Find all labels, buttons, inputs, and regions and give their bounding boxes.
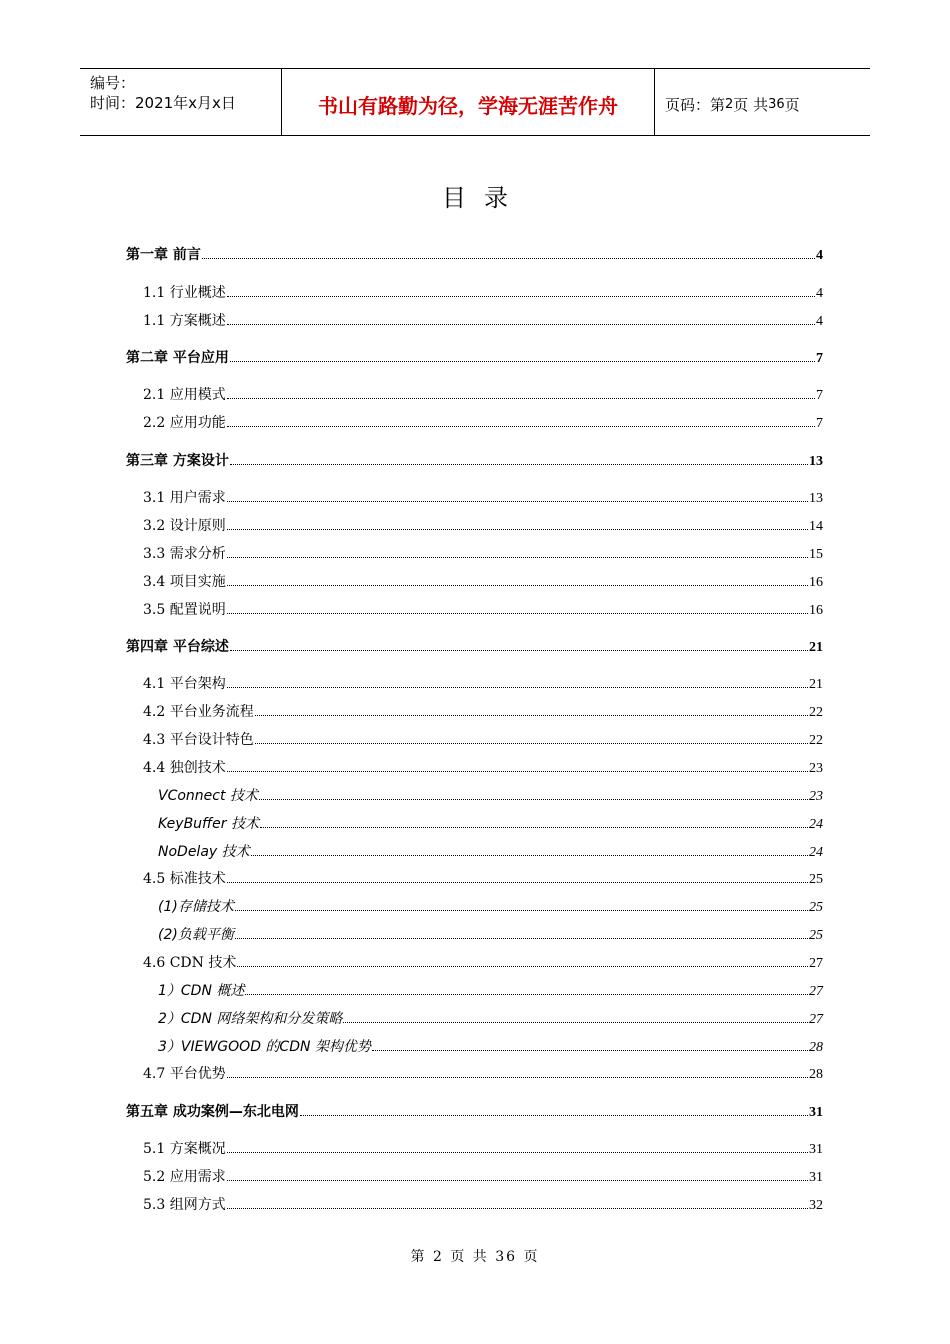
toc-leader-dots — [227, 543, 808, 558]
toc-entry-page: 28 — [809, 1040, 823, 1055]
toc-entry-page: 22 — [809, 733, 823, 748]
toc-leader-dots — [227, 487, 808, 502]
toc-entry-label: 第二章 平台应用 — [126, 350, 229, 366]
toc-entry-label: (1)存储技术 — [158, 899, 234, 915]
toc-entry-sec[interactable] — [143, 701, 823, 721]
toc-leader-dots — [372, 1036, 808, 1051]
toc-leader-dots — [227, 515, 808, 530]
toc-leader-dots — [227, 282, 815, 297]
toc-entry-page: 4 — [816, 248, 823, 263]
toc-leader-dots — [227, 1138, 808, 1153]
toc-entry-label: 第五章 成功案例—东北电网 — [126, 1104, 299, 1120]
toc-entry-label: 4.4 独创技术 — [143, 760, 226, 776]
toc-entry-sec[interactable] — [143, 757, 823, 777]
footer-current: 2 — [432, 1249, 444, 1265]
toc-leader-dots — [237, 952, 808, 967]
toc-leader-dots — [343, 1008, 808, 1023]
page-footer — [0, 1246, 950, 1266]
toc-entry-sub[interactable] — [158, 980, 823, 1000]
toc-entry-ch[interactable] — [126, 347, 823, 367]
toc-entry-page: 31 — [809, 1105, 823, 1120]
toc-leader-dots — [260, 813, 808, 828]
document-date: 时间：2021年x月x日 — [90, 94, 236, 112]
toc-leader-dots — [227, 1063, 808, 1078]
toc-leader-dots — [230, 450, 808, 465]
toc-leader-dots — [227, 1166, 808, 1181]
toc-entry-sec[interactable] — [143, 412, 823, 432]
toc-leader-dots — [227, 599, 808, 614]
header-page-total: 36 — [768, 96, 785, 112]
toc-entry-label: 3.2 设计原则 — [143, 518, 226, 534]
toc-entry-sec[interactable] — [143, 310, 823, 330]
header-page-info — [655, 69, 870, 135]
toc-entry-sub[interactable] — [158, 1036, 823, 1056]
toc-leader-dots — [227, 673, 808, 688]
header-meta — [80, 69, 282, 135]
toc-entry-page: 24 — [809, 845, 823, 860]
toc-entry-label: (2)负载平衡 — [158, 927, 234, 943]
toc-leader-dots — [235, 896, 808, 911]
toc-entry-label: 4.6 CDN 技术 — [143, 955, 237, 971]
toc-entry-sub[interactable] — [158, 813, 823, 833]
toc-entry-page: 7 — [816, 351, 823, 366]
toc-leader-dots — [255, 701, 808, 716]
toc-entry-sub[interactable] — [158, 896, 823, 916]
toc-entry-page: 7 — [816, 416, 823, 431]
toc-entry-label: 3）VIEWGOOD 的CDN 架构优势 — [158, 1039, 371, 1055]
toc-entry-page: 23 — [809, 789, 823, 804]
toc-entry-label: 第三章 方案设计 — [126, 453, 229, 469]
toc-entry-label: 4.2 平台业务流程 — [143, 704, 254, 720]
toc-entry-label: 3.5 配置说明 — [143, 602, 226, 618]
toc-title: 目录 — [442, 184, 526, 212]
toc-entry-sec[interactable] — [143, 729, 823, 749]
toc-entry-page: 23 — [809, 761, 823, 776]
header-motto: 书山有路勤为径，学海无涯苦作舟 — [282, 69, 655, 135]
toc-entry-page: 31 — [809, 1142, 823, 1157]
footer-total: 36 — [495, 1249, 518, 1265]
toc-entry-page: 25 — [809, 900, 823, 915]
toc-entry-page: 14 — [809, 519, 823, 534]
toc-entry-page: 21 — [809, 640, 823, 655]
header-page-mid: 页 共 — [733, 95, 769, 114]
toc-entry-page: 4 — [816, 314, 823, 329]
toc-entry-label: 2.1 应用模式 — [143, 387, 226, 403]
toc-entry-page: 4 — [816, 286, 823, 301]
toc-leader-dots — [227, 757, 808, 772]
toc-entry-label: 3.3 需求分析 — [143, 546, 226, 562]
toc-entry-label: KeyBuffer 技术 — [158, 816, 259, 832]
toc-entry-label: 5.2 应用需求 — [143, 1169, 226, 1185]
toc-entry-sec[interactable] — [143, 487, 823, 507]
toc-entry-label: 1）CDN 概述 — [158, 983, 245, 999]
toc-entry-label: 第一章 前言 — [126, 247, 201, 263]
toc-entry-ch[interactable] — [126, 244, 823, 264]
toc-entry-label: VConnect 技术 — [158, 788, 258, 804]
toc-entry-label: 5.1 方案概况 — [143, 1141, 226, 1157]
toc-entry-sec[interactable] — [143, 868, 823, 888]
toc-entry-sec[interactable] — [143, 1138, 823, 1158]
toc-entry-page: 15 — [809, 547, 823, 562]
toc-entry-sec[interactable] — [143, 952, 823, 972]
toc-entry-label: 2）CDN 网络架构和分发策略 — [158, 1011, 343, 1027]
toc-entry-sub[interactable] — [158, 1008, 823, 1028]
toc-entry-ch[interactable] — [126, 450, 823, 470]
toc-entry-sec[interactable] — [143, 571, 823, 591]
toc-entry-page: 13 — [809, 454, 823, 469]
toc-entry-page: 31 — [809, 1170, 823, 1185]
toc-leader-dots — [227, 384, 815, 399]
header-page-suffix: 页 — [784, 95, 800, 114]
toc-entry-sec[interactable] — [143, 282, 823, 302]
toc-entry-label: 1.1 方案概述 — [143, 313, 226, 329]
toc-entry-sub[interactable] — [158, 841, 823, 861]
toc-entry-page: 24 — [809, 817, 823, 832]
toc-entry-page: 27 — [809, 956, 823, 971]
toc-leader-dots — [235, 924, 808, 939]
toc-entry-sec[interactable] — [143, 673, 823, 693]
toc-entry-sec[interactable] — [143, 1166, 823, 1186]
document-number-label: 编号： — [90, 74, 136, 92]
toc-entry-page: 28 — [809, 1067, 823, 1082]
toc-entry-sec[interactable] — [143, 1063, 823, 1083]
toc-leader-dots — [230, 347, 815, 362]
toc-entry-page: 16 — [809, 575, 823, 590]
toc-entry-label: 3.4 项目实施 — [143, 574, 226, 590]
footer-suffix: 页 — [523, 1249, 540, 1265]
toc-leader-dots — [259, 785, 808, 800]
toc-entry-label: 4.3 平台设计特色 — [143, 732, 254, 748]
toc-leader-dots — [245, 980, 808, 995]
toc-entry-page: 13 — [809, 491, 823, 506]
toc-entry-label: 3.1 用户需求 — [143, 490, 226, 506]
header-page-prefix: 页码：第 — [665, 95, 726, 114]
toc-entry-label: NoDelay 技术 — [158, 844, 250, 860]
toc-entry-label: 2.2 应用功能 — [143, 415, 226, 431]
toc-entry-label: 5.3 组网方式 — [143, 1197, 226, 1213]
toc-entry-sub[interactable] — [158, 785, 823, 805]
toc-entry-sec[interactable] — [143, 599, 823, 619]
footer-mid: 页 共 — [450, 1249, 489, 1265]
toc-entry-label: 4.1 平台架构 — [143, 676, 226, 692]
toc-leader-dots — [251, 841, 808, 856]
toc-entry-page: 27 — [809, 1012, 823, 1027]
toc-leader-dots — [227, 868, 808, 883]
toc-leader-dots — [300, 1101, 808, 1116]
header-page-current: 2 — [725, 96, 734, 112]
toc-entry-page: 32 — [809, 1198, 823, 1213]
toc-entry-page: 16 — [809, 603, 823, 618]
toc-leader-dots — [202, 244, 815, 259]
toc-leader-dots — [227, 1194, 808, 1209]
toc-entry-sec[interactable] — [143, 543, 823, 563]
toc-leader-dots — [227, 412, 815, 427]
toc-leader-dots — [255, 729, 808, 744]
toc-entry-page: 25 — [809, 872, 823, 887]
toc-entry-ch[interactable] — [126, 1101, 823, 1121]
toc-entry-label: 1.1 行业概述 — [143, 285, 226, 301]
toc-leader-dots — [227, 571, 808, 586]
toc-entry-sec[interactable] — [143, 1194, 823, 1214]
toc-entry-ch[interactable] — [126, 636, 823, 656]
toc-entry-sub[interactable] — [158, 924, 823, 944]
toc-leader-dots — [230, 636, 808, 651]
toc-entry-label: 第四章 平台综述 — [126, 639, 229, 655]
toc-entry-label: 4.7 平台优势 — [143, 1066, 226, 1082]
page-header — [80, 68, 870, 136]
toc-entry-page: 25 — [809, 928, 823, 943]
toc-entry-sec[interactable] — [143, 384, 823, 404]
toc-entry-page: 21 — [809, 677, 823, 692]
toc-entry-page: 27 — [809, 984, 823, 999]
toc-leader-dots — [227, 310, 815, 325]
footer-prefix: 第 — [410, 1249, 427, 1265]
toc-entry-page: 22 — [809, 705, 823, 720]
toc-entry-sec[interactable] — [143, 515, 823, 535]
toc-entry-label: 4.5 标准技术 — [143, 871, 226, 887]
toc-entry-page: 7 — [816, 388, 823, 403]
